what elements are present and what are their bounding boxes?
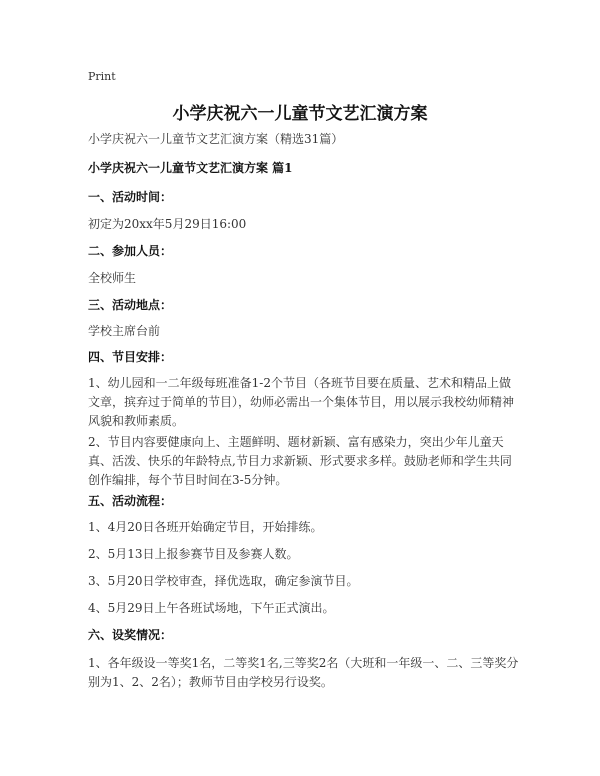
section-heading-participants: 二、参加人员： [88, 244, 173, 258]
section-heading-process: 五、活动流程： [88, 494, 173, 508]
process-step-1: 1、4月20日各班开始确定节目，开始排练。 [88, 520, 323, 534]
print-label[interactable]: Print [88, 70, 116, 83]
section-heading-location: 三、活动地点： [88, 298, 173, 312]
document-title: 小学庆祝六一儿童节文艺汇演方案 [172, 104, 428, 124]
section-heading-time: 一、活动时间： [88, 190, 173, 204]
process-step-2: 2、5月13日上报参赛节目及参赛人数。 [88, 547, 299, 561]
section-text-location: 学校主席台前 [88, 324, 161, 338]
section-heading-program: 四、节目安排： [88, 350, 173, 364]
awards-text: 1、各年级设一等奖1名，二等奖1名,三等奖2名（大班和一年级一、二、三等奖分别为1、2、2名）；教师节目由学校另行设奖。 [88, 656, 519, 689]
process-step-4: 4、5月29日上午各班试场地，下午正式演出。 [88, 601, 335, 615]
article-title: 小学庆祝六一儿童节文艺汇演方案 篇1 [88, 161, 293, 175]
document-subtitle: 小学庆祝六一儿童节文艺汇演方案（精选31篇） [88, 132, 344, 146]
program-item-2: 2、节目内容要健康向上、主题鲜明、题材新颖、富有感染力，突出少年儿童天真、活泼、快乐的年龄特点,节目力求新颖、形式要求多样。鼓励老师和学生共同创作编排，每个节目时间在3-5分钟。 [88, 435, 512, 487]
process-step-3: 3、5月20日学校审查，择优选取，确定参演节目。 [88, 574, 359, 588]
program-item-1: 1、幼儿园和一二年级每班准备1-2个节目（各班节目要在质量、艺术和精品上做文章，摈弃过于简单的节目），幼师必需出一个集体节目，用以展示我校幼师精神风貌和教师素质。 [88, 376, 515, 428]
section-heading-awards: 六、设奖情况： [88, 628, 173, 642]
section-text-participants: 全校师生 [88, 271, 137, 285]
section-text-time: 初定为20xx年5月29日16:00 [88, 217, 247, 231]
